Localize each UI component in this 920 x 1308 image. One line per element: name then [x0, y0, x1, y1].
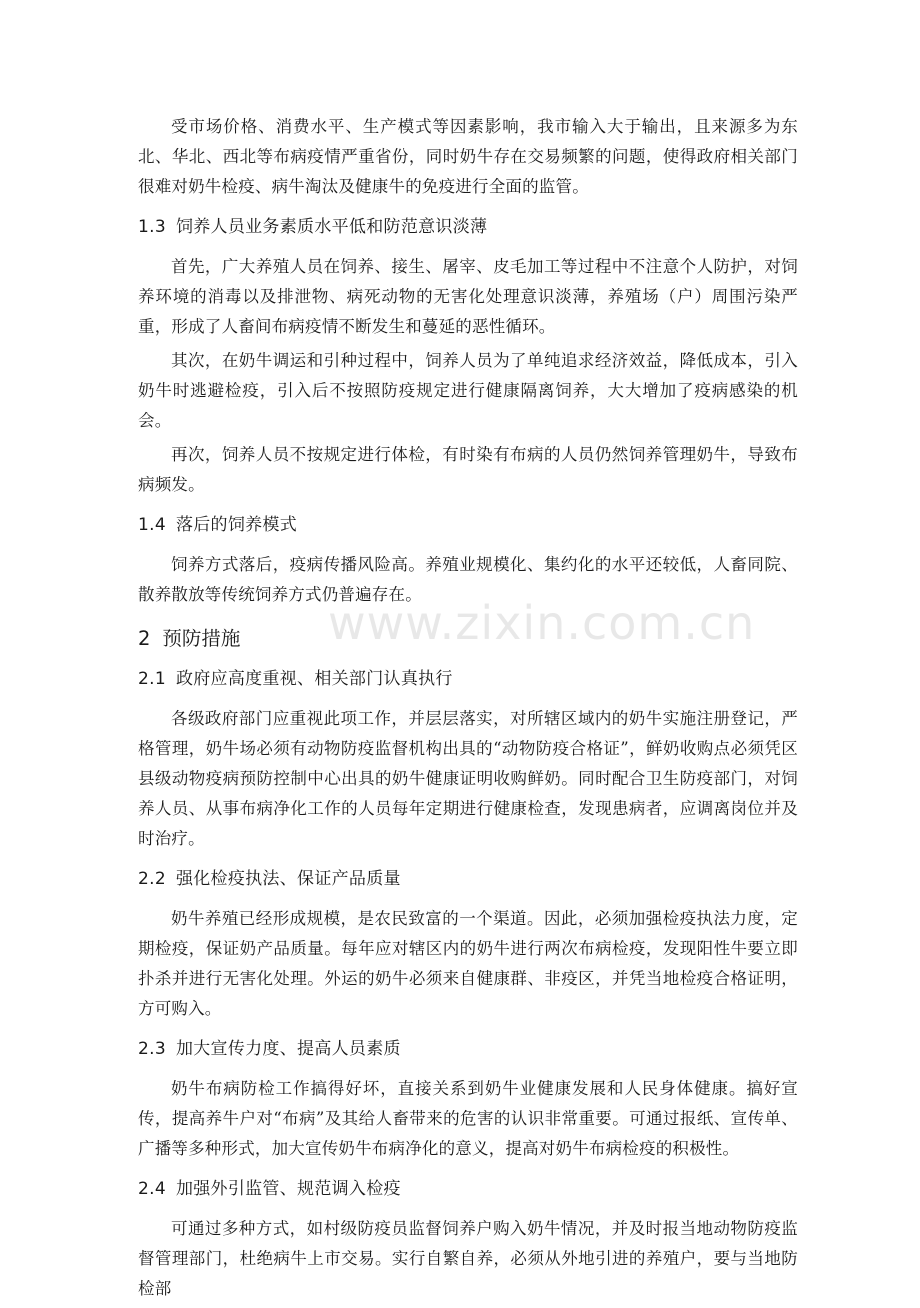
heading-title: 落后的饲养模式	[175, 515, 298, 535]
heading-title: 强化检疫执法、保证产品质量	[175, 869, 401, 889]
heading-number: 2.4	[138, 1179, 166, 1199]
heading-title: 政府应高度重视、相关部门认真执行	[175, 669, 453, 689]
section-heading-1-3	[138, 214, 798, 240]
watermark: www.zixin.com.cn	[328, 596, 756, 650]
heading-number: 2.1	[138, 669, 166, 689]
paragraph: 其次，在奶牛调运和引种过程中，饲养人员为了单纯追求经济效益，降低成本，引入奶牛时逃避检疫，引入后不按照防疫规定进行健康隔离饲养，大大增加了疫病感染的机会。	[138, 351, 798, 430]
heading-title: 加强外引监管、规范调入检疫	[175, 1179, 401, 1199]
paragraph: 首先，广大养殖人员在饲养、接生、屠宰、皮毛加工等过程中不注意个人防护，对饲养环境的消毒以及排泄物、病死动物的无害化处理意识淡薄，养殖场（户）周围污染严重，形成了人畜间布病疫情不断发生和蔓延的恶性循环。	[138, 257, 798, 336]
section-heading-1-4	[138, 512, 798, 538]
paragraph: 受市场价格、消费水平、生产模式等因素影响，我市输入大于输出，且来源多为东北、华北、西北等布病疫情严重省份，同时奶牛存在交易频繁的问题，使得政府相关部门很难对奶牛检疫、病牛淘汰及健康牛的免疫进行全面的监管。	[138, 117, 798, 196]
document-body	[138, 112, 798, 1308]
paragraph: 奶牛布病防检工作搞得好坏，直接关系到奶牛业健康发展和人民身体健康。搞好宣传，提高养牛户对“布病”及其给人畜带来的危害的认识非常重要。可通过报纸、宣传单、广播等多种形式，加大宣传奶牛布病净化的意义，提高对奶牛布病检疫的积极性。	[138, 1079, 798, 1158]
heading-title: 加大宣传力度、提高人员素质	[175, 1039, 401, 1059]
paragraph: 再次，饲养人员不按规定进行体检，有时染有布病的人员仍然饲养管理奶牛，导致布病频发。	[138, 445, 798, 494]
heading-title: 饲养人员业务素质水平低和防范意识淡薄	[175, 217, 488, 237]
section-heading-2-1	[138, 666, 798, 692]
paragraph: 饲养方式落后，疫病传播风险高。养殖业规模化、集约化的水平还较低，人畜同院、散养散放等传统饲养方式仍普遍存在。	[138, 555, 798, 604]
heading-title: 预防措施	[162, 627, 241, 650]
heading-number: 1.4	[138, 515, 166, 535]
heading-number: 2	[138, 627, 151, 650]
paragraph: 各级政府部门应重视此项工作，并层层落实，对所辖区域内的奶牛实施注册登记，严格管理，奶牛场必须有动物防疫监督机构出具的“动物防疫合格证”，鲜奶收购点必须凭区县级动物疫病预防控制中心出具的奶牛健康证明收购鲜奶。同时配合卫生防疫部门，对饲养人员、从事布病净化工作的人员每年定期进行健康检查，发现患病者，应调离岗位并及时治疗。	[138, 709, 798, 848]
paragraph: 可通过多种方式，如村级防疫员监督饲养户购入奶牛情况，并及时报当地动物防疫监督管理部门，杜绝病牛上市交易。实行自繁自养，必须从外地引进的养殖户，要与当地防检部	[138, 1219, 798, 1298]
heading-number: 1.3	[138, 217, 166, 237]
section-heading-2-3	[138, 1036, 798, 1062]
heading-number: 2.3	[138, 1039, 166, 1059]
heading-number: 2.2	[138, 869, 166, 889]
section-heading-2	[138, 624, 798, 654]
section-heading-2-2	[138, 866, 798, 892]
paragraph: 奶牛养殖已经形成规模，是农民致富的一个渠道。因此，必须加强检疫执法力度，定期检疫，保证奶产品质量。每年应对辖区内的奶牛进行两次布病检疫，发现阳性牛要立即扑杀并进行无害化处理。外运的奶牛必须来自健康群、非疫区，并凭当地检疫合格证明，方可购入。	[138, 909, 798, 1018]
section-heading-2-4	[138, 1176, 798, 1202]
